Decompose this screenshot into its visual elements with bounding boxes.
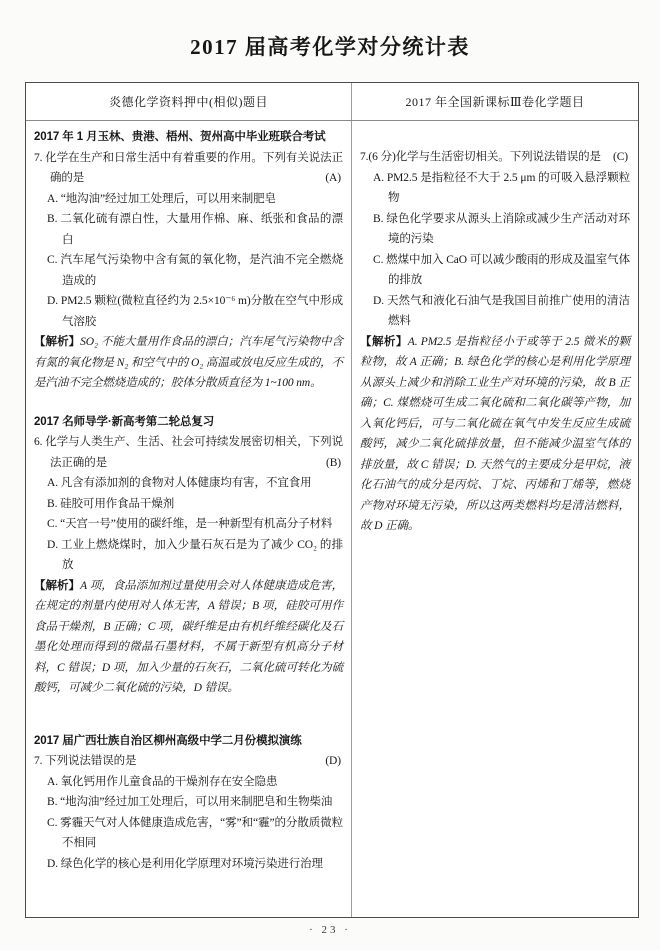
question-line (34, 751, 343, 772)
option-line: D. 绿色化学的核心是利用化学原理对环境污染进行治理 (47, 857, 323, 870)
answer-letter: (A) (325, 172, 341, 184)
analysis-paragraph (34, 332, 343, 394)
analysis-paragraph (34, 576, 343, 699)
table-header-row (26, 83, 638, 121)
option-line: D. PM2.5 颗粒(微粒直径约为 2.5×10⁻⁶ m)分散在空气中形成气溶胶 (47, 295, 343, 328)
page-number: · 23 · (309, 924, 351, 936)
option-line: A. “地沟油”经过加工处理后，可以用来制肥皂 (47, 192, 276, 205)
left-column-cell (26, 121, 352, 917)
comparison-table (25, 82, 639, 918)
option-line: B. 硅胶可用作食品干燥剂 (47, 497, 175, 510)
analysis-label: 【解析】 (34, 579, 81, 592)
question-line (34, 432, 343, 473)
option-line: C. 雾霾天气对人体健康造成危害，“雾”和“霾”的分散质微粒不相同 (47, 816, 343, 849)
option-line: D. 工业上燃烧煤时，加入少量石灰石是为了减少 CO₂ 的排放 (47, 538, 343, 571)
option-line: A. PM2.5 是指粒径不大于 2.5 μm 的可吸入悬浮颗粒物 (373, 171, 630, 204)
option-line: B. 绿色化学要求从源头上消除或减少生产活动对环境的污染 (373, 212, 630, 245)
answer-letter: (D) (325, 755, 341, 767)
right-column-cell (352, 121, 638, 917)
option-line: A. 凡含有添加剂的食物对人体健康均有害，不宜食用 (47, 477, 312, 489)
answer-letter: (C) (612, 151, 628, 163)
question-text: 7. 下列说法错误的是 (34, 755, 137, 767)
question-line (34, 148, 343, 189)
option-line: C. “天宫一号”使用的碳纤维，是一种新型有机高分子材料 (47, 518, 333, 530)
spacer (34, 394, 343, 412)
analysis-text: A. PM2.5 是指粒径小于或等于 2.5 微米的颗粒物，故 A 正确；B. 绿色化学的核心是利用化学原理从源头上减少和消除工业生产对环境的污染，故 B 正确；C. 煤燃烧可生成二氧化硫和二氧化碳等产物，加入氧化钙后，可与二氧化硫在氧气中发生反应生成硫酸钙，减少二氧化硫排放量，但不能减少温室气体的排放量，故 C 错误；D. 天然气的主要成分是甲烷，液化石油气的成分是丙烷、丁烷、丙烯和丁烯等，燃烧产物对环境无污染，所以这两类燃料均是清洁燃料，故 D 正确。 (360, 335, 630, 532)
page-title: 2017 届高考化学对分统计表 (190, 35, 470, 59)
analysis-text: A 项，食品添加剂过量使用会对人体健康造成危害，在规定的剂量内使用对人体无害，A 错误；B 项，硅胶可用作食品干燥剂，B 正确；C 项，碳纤维是由有机纤维经碳化及石墨化处理而得到的微晶石墨材料，不属于新型有机高分子材料，C 错误；D 项，加入少量的石灰石，二氧化硫可转化为硫酸钙，可减少二氧化硫的污染，D 错误。 (34, 579, 343, 694)
table-header-right: 2017 年全国新课标Ⅲ卷化学题目 (405, 95, 585, 109)
question-text: 6. 化学与人类生产、生活、社会可持续发展密切相关，下列说法正确的是 (34, 436, 343, 469)
option-line: C. 汽车尾气污染物中含有氮的氧化物，是汽油不完全燃烧造成的 (47, 254, 343, 287)
analysis-paragraph (360, 332, 630, 537)
spacer (360, 127, 630, 147)
option-line: A. 氧化钙用作儿童食品的干燥剂存在安全隐患 (47, 775, 278, 788)
question-text: 7. 化学在生产和日常生活中有着重要的作用。下列有关说法正确的是 (34, 151, 343, 184)
question-line (360, 147, 630, 168)
table-body-row (26, 121, 638, 917)
analysis-text: SO₂ 不能大量用作食品的漂白；汽车尾气污染物中含有氮的氧化物是 N₂ 和空气中的 O₂ 高温或放电反应生成的，不是汽油不完全燃烧造成的；胶体分散质直径为 1~100 nm。 (34, 336, 343, 389)
question-text: 7.(6 分)化学与生活密切相关。下列说法错误的是 (360, 151, 601, 163)
exam-source-heading: 2017 届广西壮族自治区柳州高级中学二月份模拟演练 (34, 734, 302, 747)
option-line: B. 二氧化硫有漂白性，大量用作棉、麻、纸张和食品的漂白 (47, 213, 343, 246)
analysis-label: 【解析】 (360, 335, 408, 348)
table-header-left: 炎德化学资料押中(相似)题目 (26, 83, 352, 120)
option-line: B. “地沟油”经过加工处理后，可以用来制肥皂和生物柴油 (47, 796, 333, 808)
exam-source-heading: 2017 名师导学·新高考第二轮总复习 (34, 415, 215, 428)
option-line: D. 天然气和液化石油气是我国目前推广使用的清洁燃料 (373, 294, 630, 327)
answer-letter: (B) (325, 456, 341, 469)
exam-source-heading: 2017 年 1 月玉林、贵港、梧州、贺州高中毕业班联合考试 (34, 131, 326, 143)
spacer (34, 699, 343, 731)
analysis-label: 【解析】 (34, 336, 81, 348)
option-line: C. 燃煤中加入 CaO 可以减少酸雨的形成及温室气体的排放 (373, 253, 630, 286)
